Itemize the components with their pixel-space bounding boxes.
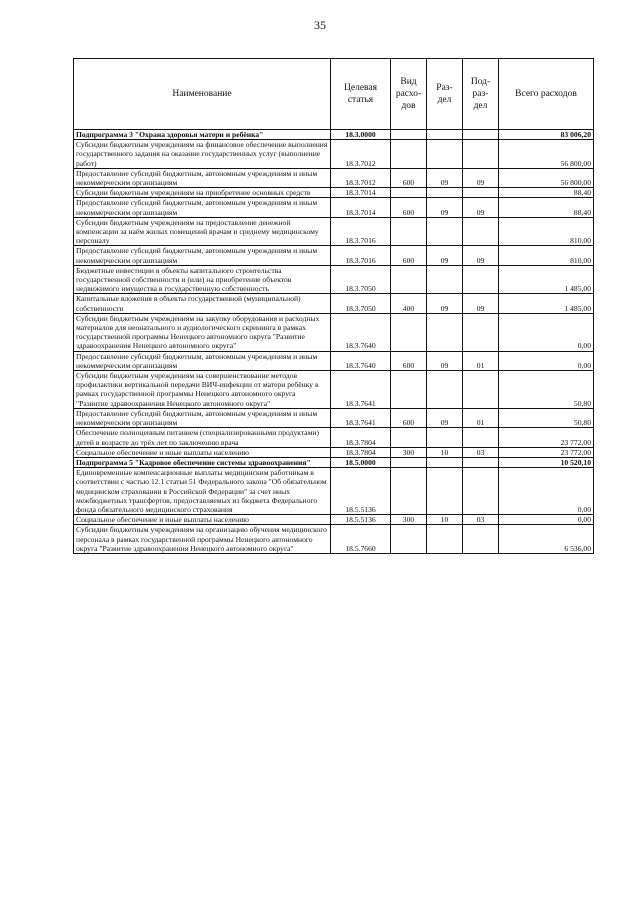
header-kind-line: расхо- (395, 89, 422, 99)
row-amount: 10 520,10 (499, 457, 594, 467)
row-name: Социальное обеспечение и иные выплаты населению (74, 515, 331, 525)
row-section: 09 (427, 246, 463, 265)
table-row (74, 140, 594, 169)
row-target-code: 18.3.7012 (331, 140, 391, 169)
row-amount: 50,80 (499, 371, 594, 409)
row-section (427, 428, 463, 447)
table-row (74, 246, 594, 265)
row-amount: 56 800,00 (499, 140, 594, 169)
table-row (74, 428, 594, 447)
header-kind-line: Вид (400, 77, 417, 87)
row-expense-kind: 300 (391, 447, 427, 457)
row-subsection (463, 525, 499, 554)
row-subsection (463, 130, 499, 140)
row-subsection (463, 140, 499, 169)
table-row (74, 351, 594, 370)
row-target-code: 18.5.7660 (331, 525, 391, 554)
row-expense-kind (391, 457, 427, 467)
row-target-code: 18.3.7641 (331, 408, 391, 427)
row-section (427, 468, 463, 515)
row-subsection (463, 371, 499, 409)
row-amount: 1 485,00 (499, 294, 594, 313)
row-subsection: 01 (463, 408, 499, 427)
row-target-code: 18.5.5136 (331, 515, 391, 525)
row-name: Предоставление субсидий бюджетным, автономным учреждениям и иным некоммерческим организациям (74, 408, 331, 427)
header-subsection-line: раз- (472, 89, 489, 99)
header-expense-kind (391, 59, 427, 130)
subprogram-row (74, 130, 594, 140)
row-expense-kind (391, 140, 427, 169)
row-section (427, 130, 463, 140)
row-expense-kind (391, 130, 427, 140)
table-row (74, 408, 594, 427)
row-name: Социальное обеспечение и иные выплаты населению (74, 447, 331, 457)
row-section: 09 (427, 198, 463, 217)
subprogram-row (74, 457, 594, 467)
header-section-line: дел (437, 95, 452, 105)
row-subsection (463, 217, 499, 246)
row-subsection: 01 (463, 351, 499, 370)
row-expense-kind: 300 (391, 515, 427, 525)
row-section (427, 140, 463, 169)
row-section: 09 (427, 351, 463, 370)
row-name: Предоставление субсидий бюджетным, автономным учреждениям и иным некоммерческим организациям (74, 246, 331, 265)
header-target-article (331, 59, 391, 130)
row-target-code: 18.5.0000 (331, 457, 391, 467)
page-number: 35 (314, 18, 326, 32)
header-section (427, 59, 463, 130)
header-target-line: Целевая (344, 83, 377, 93)
row-section: 10 (427, 447, 463, 457)
row-subsection (463, 313, 499, 351)
header-subsection (463, 59, 499, 130)
table-row (74, 217, 594, 246)
row-name: Капитальные вложения в объекты государственной (муниципальной) собственности (74, 294, 331, 313)
row-name: Субсидии бюджетным учреждениям на приобретение основных средств (74, 188, 331, 198)
row-name: Субсидии бюджетным учреждениям на закупку оборудования и расходных материалов для неонатального и аудиологического скрининга в рамках государственной программы Ненецкого автономного округа "Развитие здравоохранения Ненецкого автономного округа" (74, 313, 331, 351)
row-section (427, 313, 463, 351)
row-subsection (463, 468, 499, 515)
row-subsection: 09 (463, 198, 499, 217)
row-section (427, 265, 463, 294)
table-row (74, 525, 594, 554)
row-amount: 83 006,20 (499, 130, 594, 140)
row-name: Бюджетные инвестиции в объекты капитального строительства государственной собственности и (или) на приобретение объектов недвижимого имущества в государственную собственность (74, 265, 331, 294)
row-subsection: 09 (463, 294, 499, 313)
row-name: Субсидии бюджетным учреждениям на совершенствование методов профилактики вертикальной передачи ВИЧ-инфекции от матери ребёнку в рамках государственной программы Ненецкого автономного округа "Развитие здравоохранения Ненецкого автономного округа" (74, 371, 331, 409)
header-section-line: Раз- (436, 83, 453, 93)
row-amount: 0,00 (499, 468, 594, 515)
row-target-code: 18.3.7016 (331, 217, 391, 246)
row-section: 09 (427, 294, 463, 313)
row-amount: 810,00 (499, 217, 594, 246)
row-section (427, 525, 463, 554)
row-target-code: 18.3.7640 (331, 351, 391, 370)
row-section: 09 (427, 408, 463, 427)
row-section: 09 (427, 168, 463, 187)
row-amount: 1 485,00 (499, 265, 594, 294)
header-kind-line: дов (401, 101, 416, 111)
row-expense-kind (391, 371, 427, 409)
row-target-code: 18.3.7016 (331, 246, 391, 265)
table-row (74, 371, 594, 409)
row-expense-kind (391, 217, 427, 246)
row-target-code: 18.3.7012 (331, 168, 391, 187)
row-target-code: 18.3.7014 (331, 198, 391, 217)
row-amount: 0,00 (499, 313, 594, 351)
row-name: Предоставление субсидий бюджетным, автономным учреждениям и иным некоммерческим организациям (74, 168, 331, 187)
header-subsection-line: дел (473, 101, 488, 111)
row-amount: 0,00 (499, 515, 594, 525)
header-total: Всего расходов (499, 59, 594, 130)
row-expense-kind: 600 (391, 351, 427, 370)
table-row (74, 265, 594, 294)
row-subsection: 03 (463, 447, 499, 457)
row-target-code: 18.5.5136 (331, 468, 391, 515)
row-target-code: 18.3.7050 (331, 265, 391, 294)
table-row (74, 313, 594, 351)
row-amount: 88,40 (499, 188, 594, 198)
row-subsection: 03 (463, 515, 499, 525)
row-name: Обеспечение полноценным питанием (специализированными продуктами) детей в возрасте до трёх лет по заключению врача (74, 428, 331, 447)
row-name: Предоставление субсидий бюджетным, автономным учреждениям и иным некоммерческим организациям (74, 351, 331, 370)
row-section (427, 217, 463, 246)
row-target-code: 18.3.7804 (331, 447, 391, 457)
row-target-code: 18.3.7641 (331, 371, 391, 409)
row-expense-kind (391, 313, 427, 351)
row-target-code: 18.3.7050 (331, 294, 391, 313)
row-name: Субсидии бюджетным учреждениям на организацию обучения медицинского персонала в рамках государственной программы Ненецкого автономного округа "Развитие здравоохранения Ненецкого автономного округа" (74, 525, 331, 554)
row-subsection (463, 188, 499, 198)
table-row (74, 468, 594, 515)
row-subsection: 09 (463, 168, 499, 187)
row-expense-kind: 600 (391, 408, 427, 427)
row-amount: 810,00 (499, 246, 594, 265)
row-subsection (463, 428, 499, 447)
row-expense-kind (391, 428, 427, 447)
row-name: Единовременные компенсационные выплаты медицинским работникам в соответствии с частью 12.1 статьи 51 Федерального закона "Об обязательном медицинском страховании в Российской Федерации" за счет иных межбюджетных трансфертов, предоставляемых из бюджета Федерального фонда обязательного медицинского страхования (74, 468, 331, 515)
row-expense-kind: 400 (391, 294, 427, 313)
row-amount: 56 800,00 (499, 168, 594, 187)
row-target-code: 18.3.7640 (331, 313, 391, 351)
row-section: 10 (427, 515, 463, 525)
row-expense-kind (391, 188, 427, 198)
row-amount: 88,40 (499, 198, 594, 217)
table-row (74, 168, 594, 187)
row-target-code: 18.3.7804 (331, 428, 391, 447)
table-row (74, 188, 594, 198)
expenditure-table (73, 58, 594, 554)
row-subsection (463, 265, 499, 294)
row-name: Субсидии бюджетным учреждениям на предоставление денежной компенсации за наём жилых помещений врачам и среднему медицинскому персоналу (74, 217, 331, 246)
header-target-line: статья (347, 95, 374, 105)
row-amount: 23 772,00 (499, 428, 594, 447)
row-expense-kind: 600 (391, 246, 427, 265)
row-name: Предоставление субсидий бюджетным, автономным учреждениям и иным некоммерческим организациям (74, 198, 331, 217)
row-target-code: 18.3.0000 (331, 130, 391, 140)
row-expense-kind (391, 525, 427, 554)
table-row (74, 447, 594, 457)
row-subsection (463, 457, 499, 467)
row-amount: 50,80 (499, 408, 594, 427)
row-expense-kind: 600 (391, 168, 427, 187)
header-subsection-line: Под- (470, 77, 491, 87)
row-section (427, 188, 463, 198)
row-subsection: 09 (463, 246, 499, 265)
table-header-row (74, 59, 594, 130)
row-expense-kind: 600 (391, 198, 427, 217)
row-amount: 23 772,00 (499, 447, 594, 457)
row-amount: 0,00 (499, 351, 594, 370)
row-section (427, 371, 463, 409)
table-row (74, 294, 594, 313)
row-expense-kind (391, 265, 427, 294)
table-row (74, 515, 594, 525)
header-name: Наименование (74, 59, 331, 130)
row-amount: 6 536,00 (499, 525, 594, 554)
table-row (74, 198, 594, 217)
row-name: Подпрограмма 5 "Кадровое обеспечение системы здравоохранения" (74, 457, 331, 467)
row-expense-kind (391, 468, 427, 515)
row-section (427, 457, 463, 467)
row-name: Подпрограмма 3 "Охрана здоровья матери и ребёнка" (74, 130, 331, 140)
row-target-code: 18.3.7014 (331, 188, 391, 198)
row-name: Субсидии бюджетным учреждениям на финансовое обеспечение выполнения государственного задания на оказание государственных услуг (выполнение работ) (74, 140, 331, 169)
